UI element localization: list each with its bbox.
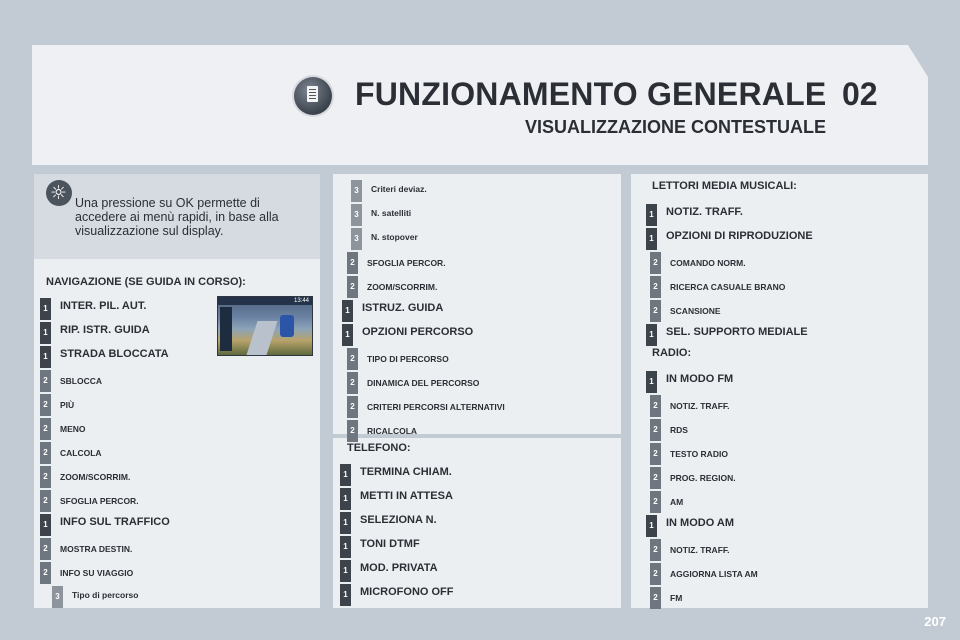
menu-level-badge: 2 [40,538,51,560]
menu-item-label: AGGIORNA LISTA AM [670,569,758,579]
menu-level-badge: 2 [650,419,661,441]
menu-item-label: RDS [670,425,688,435]
menu-item [40,442,280,466]
screen-clock: 13:44 [293,298,309,304]
menu-item [340,512,580,536]
menu-item [40,466,280,490]
menu-level-badge: 1 [342,324,353,346]
menu-item-label: RICERCA CASUALE BRANO [670,282,786,292]
menu-item-label: Criteri deviaz. [371,184,427,194]
menu-item [650,419,890,443]
menu-item-label: RICALCOLA [367,426,418,436]
menu-item-label: SBLOCCA [60,376,103,386]
menu-item-label: AM [670,497,684,507]
menu-item-label: N. satelliti [371,208,412,218]
menu-level-badge: 1 [40,346,51,368]
menu-level-badge: 1 [646,371,657,393]
menu-level-badge: 1 [340,488,351,510]
menu-item-label: SELEZIONA N. [360,514,437,526]
menu-item-label: NOTIZ. TRAFF. [670,545,730,555]
menu-item-label: TIPO DI PERCORSO [367,354,449,364]
menu-level-badge: 2 [650,587,661,609]
menu-level-badge: 1 [340,464,351,486]
menu-level-badge: 3 [351,180,362,202]
menu-level-badge: 1 [340,536,351,558]
menu-item-label: NOTIZ. TRAFF. [670,401,730,411]
menu-item [650,563,890,587]
menu-level-badge: 2 [650,563,661,585]
menu-item-label: INFO SUL TRAFFICO [60,516,170,528]
menu-item [342,300,582,324]
menu-item-label: INTER. PIL. AUT. [60,300,147,312]
menu-item-label: TERMINA CHIAM. [360,466,452,478]
menu-item [650,252,890,276]
menu-item [650,467,890,491]
menu-level-badge: 1 [40,514,51,536]
menu-item [340,584,580,608]
menu-item-label: DINAMICA DEL PERCORSO [367,378,480,388]
menu-level-badge: 2 [347,372,358,394]
menu-level-badge: 2 [40,394,51,416]
menu-item [40,562,280,586]
menu-level-badge: 1 [40,322,51,344]
menu-item-label: MOD. PRIVATA [360,562,438,574]
page-number: 207 [924,614,946,629]
menu-level-badge: 2 [650,300,661,322]
document-icon [294,77,332,115]
menu-level-badge: 3 [351,204,362,226]
menu-item [351,228,591,252]
menu-level-badge: 2 [347,396,358,418]
tip-box [34,174,320,259]
menu-item-label: ISTRUZ. GUIDA [362,302,444,314]
menu-item [646,324,886,348]
menu-item-label: MENO [60,424,86,434]
section-lettori-media: LETTORI MEDIA MUSICALI: [652,180,797,192]
menu-item [347,372,587,396]
menu-item-label: OPZIONI DI RIPRODUZIONE [666,230,813,242]
menu-level-badge: 1 [646,515,657,537]
menu-item-label: Tipo di percorso [72,590,139,600]
menu-item [340,488,580,512]
menu-item [40,298,280,322]
menu-item-label: NOTIZ. TRAFF. [666,206,743,218]
menu-item-label: INFO SU VIAGGIO [60,568,134,578]
menu-level-badge: 2 [40,466,51,488]
menu-level-badge: 2 [40,490,51,512]
menu-item [340,560,580,584]
menu-level-badge: 2 [347,348,358,370]
menu-item-label: SFOGLIA PERCOR. [60,496,139,506]
menu-item [40,418,280,442]
menu-level-badge: 1 [340,512,351,534]
menu-level-badge: 1 [342,300,353,322]
menu-item [646,515,886,539]
menu-item [650,300,890,324]
menu-item-label: IN MODO AM [666,517,735,529]
menu-item [646,371,886,395]
menu-item [347,252,587,276]
menu-item-label: TESTO RADIO [670,449,728,459]
menu-item-label: MOSTRA DESTIN. [60,544,133,554]
menu-item-label: STRADA BLOCCATA [60,348,169,360]
menu-level-badge: 1 [646,324,657,346]
sun-icon [46,180,72,206]
menu-item [40,370,280,394]
menu-item-label: CRITERI PERCORSI ALTERNATIVI [367,402,505,412]
menu-item [52,586,292,610]
menu-level-badge: 2 [40,562,51,584]
menu-item [40,514,280,538]
menu-item-label: MICROFONO OFF [360,586,454,598]
menu-item-label: RIP. ISTR. GUIDA [60,324,150,336]
menu-item [347,396,587,420]
menu-item-label: PROG. REGION. [670,473,736,483]
menu-level-badge: 2 [650,276,661,298]
section-navigazione: NAVIGAZIONE (SE GUIDA IN CORSO): [46,276,246,288]
menu-item-label: SFOGLIA PERCOR. [367,258,446,268]
menu-item-label: SCANSIONE [670,306,721,316]
menu-item [40,394,280,418]
chapter-number: 02 [842,76,878,112]
menu-item [646,228,886,252]
menu-item [40,490,280,514]
menu-level-badge: 1 [340,584,351,606]
menu-level-badge: 3 [52,586,63,608]
menu-level-badge: 2 [40,370,51,392]
menu-item [650,587,890,611]
menu-level-badge: 2 [347,420,358,442]
menu-level-badge: 1 [340,560,351,582]
section-radio: RADIO: [652,347,692,359]
menu-item [342,324,582,348]
menu-item-label: N. stopover [371,232,418,242]
menu-item [40,322,280,346]
menu-item-label: METTI IN ATTESA [360,490,453,502]
menu-level-badge: 2 [650,252,661,274]
menu-item [351,204,591,228]
menu-level-badge: 3 [351,228,362,250]
menu-item [340,536,580,560]
menu-item [650,491,890,515]
menu-item-label: PIÙ [60,400,75,410]
menu-item-label: SEL. SUPPORTO MEDIALE [666,326,808,338]
menu-level-badge: 2 [650,491,661,513]
menu-item-label: TONI DTMF [360,538,420,550]
menu-item [40,346,280,370]
menu-item [347,276,587,300]
menu-level-badge: 2 [650,395,661,417]
menu-item [351,180,591,204]
menu-item [650,395,890,419]
menu-item [650,443,890,467]
menu-item [347,348,587,372]
section-telefono: TELEFONO: [347,442,411,454]
menu-item [646,204,886,228]
screen-direction-arrow-icon [280,315,294,337]
menu-level-badge: 2 [40,442,51,464]
menu-item [40,538,280,562]
menu-item-label: OPZIONI PERCORSO [362,326,474,338]
menu-item [340,464,580,488]
menu-level-badge: 2 [347,276,358,298]
tip-text: Una pressione su OK permette di accedere ai menù rapidi, in base alla visualizzazione sul display. [75,196,279,238]
menu-level-badge: 2 [650,539,661,561]
menu-level-badge: 2 [40,418,51,440]
menu-item-label: ZOOM/SCORRIM. [60,472,131,482]
menu-level-badge: 1 [40,298,51,320]
menu-item-label: ZOOM/SCORRIM. [367,282,438,292]
page-title: FUNZIONAMENTO GENERALE [355,76,827,112]
menu-item [650,539,890,563]
menu-level-badge: 1 [646,204,657,226]
menu-level-badge: 2 [347,252,358,274]
menu-item-label: IN MODO FM [666,373,734,385]
menu-level-badge: 2 [650,443,661,465]
menu-item-label: COMANDO NORM. [670,258,746,268]
menu-item-label: CALCOLA [60,448,102,458]
menu-item [650,276,890,300]
menu-level-badge: 2 [650,467,661,489]
menu-item-label: FM [670,593,683,603]
menu-level-badge: 1 [646,228,657,250]
page-subtitle: VISUALIZZAZIONE CONTESTUALE [525,117,826,137]
menu-item [347,420,587,444]
